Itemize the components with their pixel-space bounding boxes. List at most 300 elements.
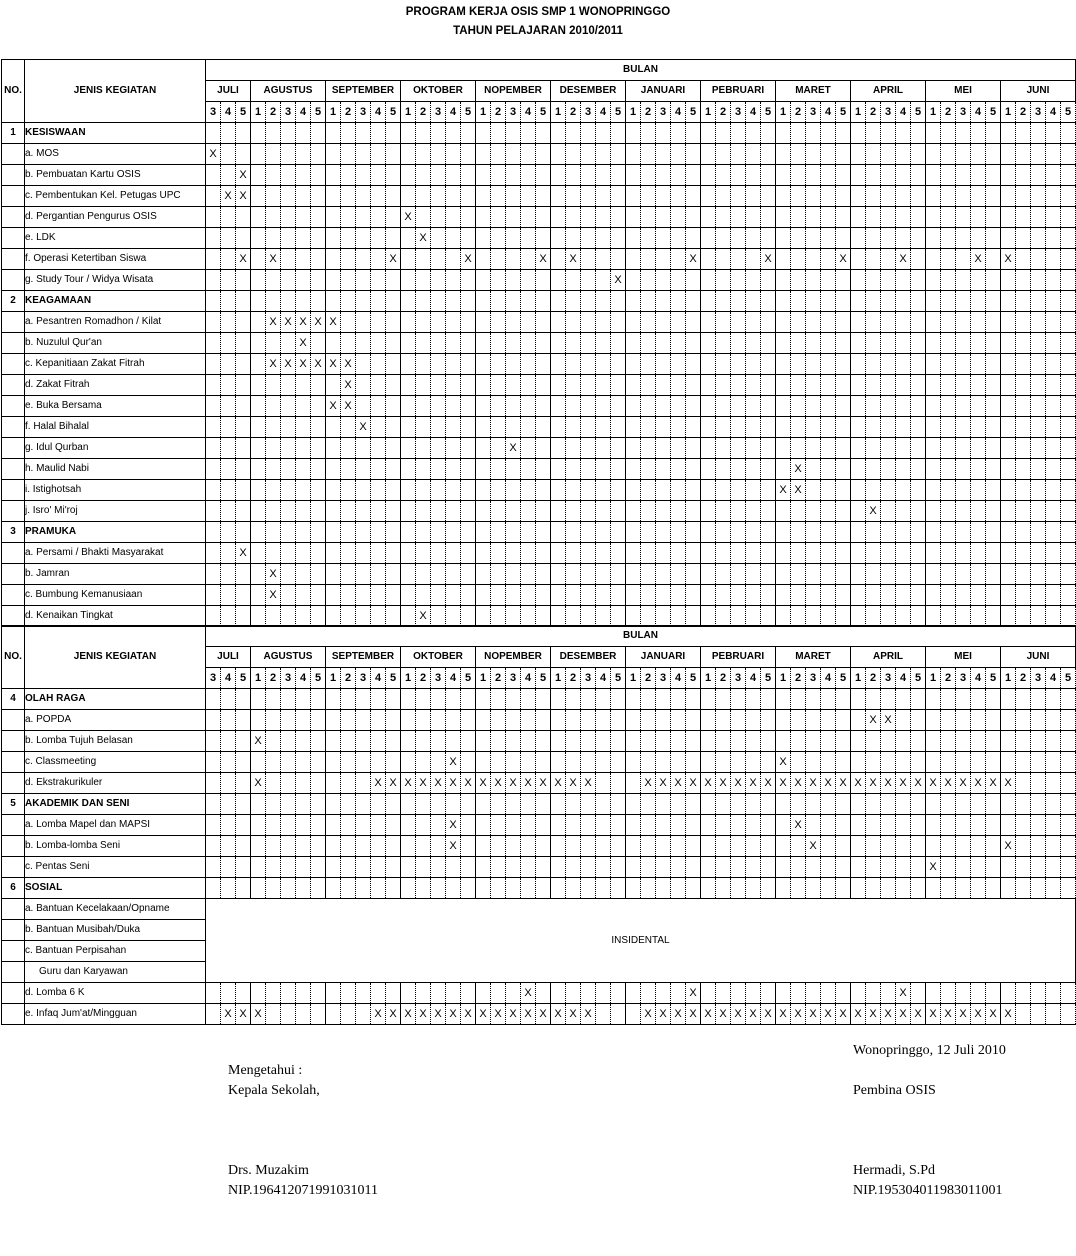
schedule-cell (386, 543, 401, 564)
schedule-cell (251, 983, 266, 1004)
schedule-cell (836, 543, 851, 564)
schedule-cell (716, 815, 731, 836)
schedule-cell (641, 794, 656, 815)
schedule-cell (356, 438, 371, 459)
schedule-cell (791, 836, 806, 857)
schedule-cell (926, 165, 941, 186)
schedule-cell (371, 815, 386, 836)
schedule-cell (641, 857, 656, 878)
schedule-cell (416, 794, 431, 815)
schedule-cell (506, 207, 521, 228)
week-header: 2 (1016, 102, 1031, 123)
schedule-cell (731, 689, 746, 710)
schedule-cell (326, 186, 341, 207)
schedule-mark: X (356, 417, 371, 438)
schedule-cell (431, 459, 446, 480)
schedule-cell (581, 606, 596, 627)
schedule-mark: X (686, 773, 701, 794)
schedule-cell (581, 983, 596, 1004)
schedule-cell (1061, 606, 1076, 627)
schedule-cell (596, 249, 611, 270)
schedule-cell (581, 710, 596, 731)
schedule-cell (926, 731, 941, 752)
schedule-cell (626, 186, 641, 207)
schedule-cell (791, 752, 806, 773)
week-header: 5 (836, 102, 851, 123)
schedule-cell (431, 165, 446, 186)
schedule-mark: X (266, 585, 281, 606)
schedule-cell (251, 228, 266, 249)
schedule-cell (281, 438, 296, 459)
schedule-mark: X (416, 1004, 431, 1025)
schedule-cell (296, 878, 311, 899)
activity-label: d. Pergantian Pengurus OSIS (25, 207, 206, 228)
schedule-cell (986, 207, 1001, 228)
schedule-cell (461, 144, 476, 165)
schedule-cell (656, 983, 671, 1004)
schedule-mark: X (656, 773, 671, 794)
schedule-cell (836, 731, 851, 752)
schedule-cell (1016, 417, 1031, 438)
schedule-cell (581, 815, 596, 836)
activity-row (2, 312, 1076, 333)
schedule-cell (551, 354, 566, 375)
schedule-cell (836, 857, 851, 878)
header-bulan: BULAN (206, 626, 1076, 647)
schedule-cell (596, 312, 611, 333)
schedule-cell (836, 354, 851, 375)
schedule-cell (746, 543, 761, 564)
schedule-cell (416, 480, 431, 501)
schedule-cell (851, 794, 866, 815)
schedule-cell (566, 312, 581, 333)
schedule-cell (431, 710, 446, 731)
schedule-cell (611, 165, 626, 186)
schedule-cell (611, 606, 626, 627)
schedule-cell (656, 752, 671, 773)
schedule-mark: X (896, 1004, 911, 1025)
schedule-cell (386, 228, 401, 249)
schedule-cell (386, 438, 401, 459)
schedule-cell (251, 207, 266, 228)
schedule-cell (731, 752, 746, 773)
schedule-cell (581, 878, 596, 899)
schedule-cell (1046, 144, 1061, 165)
schedule-cell (311, 501, 326, 522)
schedule-cell (431, 144, 446, 165)
schedule-cell (986, 522, 1001, 543)
schedule-cell (686, 878, 701, 899)
schedule-cell (1016, 731, 1031, 752)
row-number-cell (2, 459, 25, 480)
schedule-cell (596, 501, 611, 522)
schedule-cell (866, 354, 881, 375)
schedule-cell (551, 543, 566, 564)
schedule-cell (206, 857, 221, 878)
row-number-cell (2, 144, 25, 165)
schedule-cell (1001, 815, 1016, 836)
schedule-cell (386, 333, 401, 354)
schedule-cell (776, 123, 791, 144)
row-number-cell (2, 165, 25, 186)
schedule-cell (1001, 606, 1016, 627)
schedule-cell (506, 459, 521, 480)
schedule-cell (581, 165, 596, 186)
schedule-cell (521, 270, 536, 291)
schedule-cell (731, 144, 746, 165)
schedule-cell (836, 123, 851, 144)
month-header: MEI (926, 647, 1001, 668)
schedule-cell (206, 312, 221, 333)
schedule-cell (251, 564, 266, 585)
schedule-cell (626, 438, 641, 459)
schedule-cell (386, 857, 401, 878)
schedule-cell (236, 564, 251, 585)
schedule-cell (221, 815, 236, 836)
schedule-cell (401, 165, 416, 186)
schedule-cell (941, 794, 956, 815)
schedule-cell (1001, 333, 1016, 354)
schedule-mark: X (866, 773, 881, 794)
activity-row (2, 186, 1076, 207)
schedule-cell (236, 836, 251, 857)
schedule-cell (701, 396, 716, 417)
schedule-cell (836, 815, 851, 836)
schedule-cell (311, 1004, 326, 1025)
schedule-cell (881, 731, 896, 752)
schedule-cell (446, 564, 461, 585)
schedule-cell (626, 983, 641, 1004)
schedule-cell (581, 752, 596, 773)
schedule-cell (821, 689, 836, 710)
principal-nip: NIP.196412071991031011 (228, 1183, 378, 1198)
schedule-cell (431, 312, 446, 333)
schedule-cell (326, 689, 341, 710)
schedule-cell (671, 228, 686, 249)
schedule-cell (371, 480, 386, 501)
schedule-cell (836, 333, 851, 354)
schedule-cell (536, 228, 551, 249)
schedule-cell (701, 815, 716, 836)
week-header: 5 (461, 102, 476, 123)
schedule-cell (341, 249, 356, 270)
activity-label: i. Istighotsah (25, 480, 206, 501)
schedule-cell (626, 710, 641, 731)
schedule-cell (956, 564, 971, 585)
schedule-cell (551, 375, 566, 396)
schedule-cell (1046, 123, 1061, 144)
schedule-cell (581, 123, 596, 144)
activity-label: d. Kenaikan Tingkat (25, 606, 206, 627)
schedule-cell (776, 291, 791, 312)
activity-row (2, 459, 1076, 480)
week-header: 5 (311, 102, 326, 123)
schedule-cell (761, 228, 776, 249)
week-header: 1 (626, 102, 641, 123)
schedule-cell (431, 878, 446, 899)
schedule-cell (401, 752, 416, 773)
schedule-mark: X (641, 773, 656, 794)
schedule-cell (1001, 123, 1016, 144)
schedule-cell (521, 291, 536, 312)
schedule-cell (686, 396, 701, 417)
schedule-cell (326, 773, 341, 794)
schedule-cell (401, 417, 416, 438)
schedule-cell (716, 354, 731, 375)
schedule-cell (1046, 501, 1061, 522)
schedule-cell (566, 522, 581, 543)
schedule-mark: X (986, 773, 1001, 794)
schedule-cell (401, 375, 416, 396)
schedule-cell (1031, 815, 1046, 836)
schedule-cell (806, 585, 821, 606)
schedule-cell (491, 459, 506, 480)
schedule-cell (566, 564, 581, 585)
schedule-cell (461, 543, 476, 564)
schedule-cell (536, 522, 551, 543)
schedule-cell (461, 752, 476, 773)
schedule-cell (881, 522, 896, 543)
schedule-cell (266, 731, 281, 752)
schedule-cell (1046, 522, 1061, 543)
schedule-cell (326, 794, 341, 815)
schedule-mark: X (386, 773, 401, 794)
schedule-cell (701, 123, 716, 144)
schedule-cell (956, 186, 971, 207)
schedule-cell (551, 333, 566, 354)
schedule-cell (1016, 480, 1031, 501)
schedule-cell (986, 249, 1001, 270)
schedule-cell (596, 291, 611, 312)
week-header: 5 (836, 668, 851, 689)
schedule-cell (716, 459, 731, 480)
schedule-cell (386, 878, 401, 899)
schedule-cell (281, 585, 296, 606)
schedule-cell (581, 459, 596, 480)
schedule-cell (476, 564, 491, 585)
schedule-cell (416, 123, 431, 144)
schedule-cell (611, 773, 626, 794)
schedule-cell (791, 522, 806, 543)
schedule-cell (206, 396, 221, 417)
schedule-cell (791, 186, 806, 207)
schedule-cell (626, 585, 641, 606)
week-header: 5 (986, 668, 1001, 689)
schedule-mark: X (491, 773, 506, 794)
schedule-cell (611, 354, 626, 375)
schedule-cell (896, 396, 911, 417)
schedule-cell (776, 375, 791, 396)
schedule-cell (371, 249, 386, 270)
schedule-cell (521, 564, 536, 585)
schedule-cell (551, 249, 566, 270)
schedule-cell (866, 144, 881, 165)
schedule-cell (506, 606, 521, 627)
schedule-cell (281, 836, 296, 857)
schedule-cell (206, 815, 221, 836)
schedule-cell (731, 417, 746, 438)
week-header: 2 (491, 668, 506, 689)
activity-row (2, 144, 1076, 165)
schedule-cell (551, 270, 566, 291)
schedule-cell (491, 417, 506, 438)
schedule-cell (386, 291, 401, 312)
schedule-mark: X (416, 773, 431, 794)
schedule-cell (731, 585, 746, 606)
schedule-cell (881, 354, 896, 375)
schedule-cell (1046, 815, 1061, 836)
schedule-cell (476, 543, 491, 564)
schedule-cell (626, 857, 641, 878)
week-header: 3 (881, 668, 896, 689)
schedule-cell (506, 878, 521, 899)
activity-label: a. Persami / Bhakti Masyarakat (25, 543, 206, 564)
schedule-cell (776, 501, 791, 522)
schedule-cell (431, 689, 446, 710)
schedule-cell (596, 228, 611, 249)
schedule-cell (881, 794, 896, 815)
schedule-cell (1031, 710, 1046, 731)
schedule-cell (971, 501, 986, 522)
schedule-cell (581, 354, 596, 375)
schedule-cell (851, 249, 866, 270)
schedule-cell (281, 815, 296, 836)
schedule-cell (401, 354, 416, 375)
schedule-cell (596, 459, 611, 480)
schedule-cell (551, 228, 566, 249)
schedule-cell (281, 123, 296, 144)
schedule-cell (851, 438, 866, 459)
schedule-cell (536, 501, 551, 522)
schedule-mark: X (776, 1004, 791, 1025)
schedule-cell (221, 794, 236, 815)
schedule-cell (251, 249, 266, 270)
schedule-cell (716, 144, 731, 165)
schedule-cell (326, 543, 341, 564)
schedule-cell (446, 354, 461, 375)
schedule-cell (266, 417, 281, 438)
week-header: 4 (896, 668, 911, 689)
schedule-cell (536, 710, 551, 731)
row-number-cell (2, 564, 25, 585)
schedule-cell (566, 794, 581, 815)
schedule-cell (206, 417, 221, 438)
schedule-cell (701, 291, 716, 312)
schedule-cell (776, 186, 791, 207)
schedule-cell (716, 228, 731, 249)
schedule-cell (206, 207, 221, 228)
schedule-cell (911, 752, 926, 773)
schedule-cell (836, 501, 851, 522)
schedule-cell (851, 480, 866, 501)
schedule-cell (431, 585, 446, 606)
schedule-cell (461, 606, 476, 627)
schedule-mark: X (551, 773, 566, 794)
schedule-cell (266, 375, 281, 396)
schedule-cell (896, 606, 911, 627)
schedule-cell (971, 291, 986, 312)
row-number-cell (2, 438, 25, 459)
schedule-cell (236, 522, 251, 543)
schedule-cell (716, 312, 731, 333)
schedule-cell (491, 543, 506, 564)
schedule-cell (626, 144, 641, 165)
schedule-cell (1061, 522, 1076, 543)
schedule-cell (536, 438, 551, 459)
schedule-cell (611, 123, 626, 144)
schedule-cell (221, 689, 236, 710)
schedule-cell (326, 144, 341, 165)
schedule-cell (641, 543, 656, 564)
schedule-cell (1031, 836, 1046, 857)
schedule-cell (956, 585, 971, 606)
schedule-mark: X (416, 228, 431, 249)
schedule-cell (1016, 543, 1031, 564)
schedule-cell (281, 480, 296, 501)
schedule-cell (1046, 983, 1061, 1004)
schedule-cell (1046, 354, 1061, 375)
page-title: PROGRAM KERJA OSIS SMP 1 WONOPRINGGO (405, 6, 671, 18)
schedule-cell (521, 459, 536, 480)
week-header: 3 (956, 668, 971, 689)
week-header: 5 (911, 102, 926, 123)
schedule-cell (206, 354, 221, 375)
schedule-cell (1016, 836, 1031, 857)
month-header: DESEMBER (551, 647, 626, 668)
schedule-cell (356, 207, 371, 228)
schedule-cell (476, 710, 491, 731)
schedule-cell (326, 417, 341, 438)
schedule-cell (206, 501, 221, 522)
schedule-cell (356, 564, 371, 585)
schedule-cell (1001, 522, 1016, 543)
schedule-cell (1016, 878, 1031, 899)
schedule-cell (356, 375, 371, 396)
schedule-cell (971, 123, 986, 144)
schedule-cell (431, 270, 446, 291)
schedule-cell (971, 836, 986, 857)
schedule-mark: X (776, 752, 791, 773)
schedule-cell (221, 710, 236, 731)
schedule-cell (1046, 459, 1061, 480)
schedule-cell (746, 438, 761, 459)
schedule-cell (476, 815, 491, 836)
schedule-cell (446, 689, 461, 710)
schedule-cell (956, 165, 971, 186)
schedule-cell (881, 333, 896, 354)
schedule-cell (311, 710, 326, 731)
schedule-cell (1061, 144, 1076, 165)
schedule-cell (1016, 1004, 1031, 1025)
schedule-cell (281, 857, 296, 878)
schedule-cell (626, 270, 641, 291)
schedule-cell (356, 773, 371, 794)
schedule-cell (446, 270, 461, 291)
schedule-cell (626, 291, 641, 312)
schedule-cell (596, 333, 611, 354)
schedule-cell (416, 312, 431, 333)
schedule-cell (941, 354, 956, 375)
schedule-cell (536, 333, 551, 354)
schedule-cell (311, 794, 326, 815)
schedule-cell (1061, 417, 1076, 438)
schedule-cell (761, 564, 776, 585)
schedule-cell (761, 543, 776, 564)
schedule-cell (386, 794, 401, 815)
schedule-cell (626, 375, 641, 396)
schedule-cell (206, 291, 221, 312)
week-header: 5 (386, 102, 401, 123)
